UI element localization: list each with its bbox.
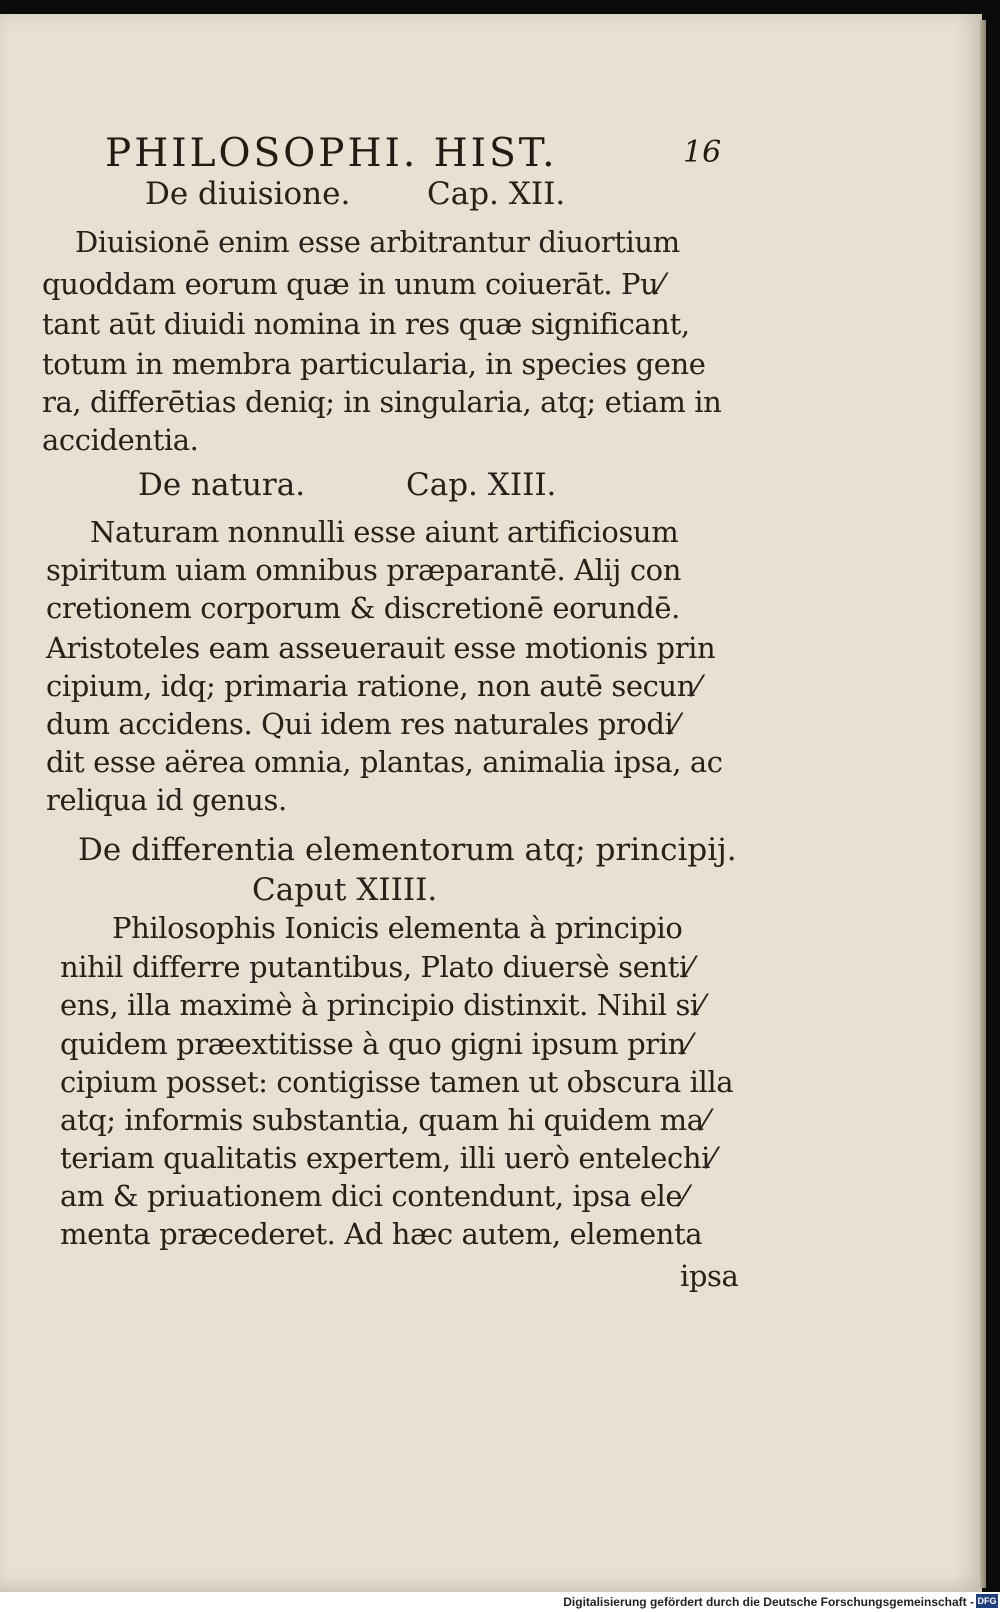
text-line: atq; informis substantia, quam hi quidem ma⁄ (60, 1103, 709, 1137)
text-line: Naturam nonnulli esse aiunt artificiosum (90, 515, 679, 549)
text-line: Diuisionē enim esse arbitrantur diuortium (75, 225, 680, 259)
text-line: dum accidens. Qui idem res naturales prodi⁄ (46, 707, 678, 741)
funding-credit: Digitalisierung gefördert durch die Deutsche Forschungsgemeinschaft - (563, 1595, 974, 1609)
chapter-heading (145, 176, 645, 212)
text-line: Aristoteles eam asseuerauit esse motionis prin (46, 631, 716, 665)
text-line: cipium posset: contigisse tamen ut obscura illa (60, 1065, 734, 1099)
dfg-logo-text: DFG (977, 1596, 997, 1606)
text-line: tant aūt diuidi nomina in res quæ significant, (42, 307, 690, 341)
chapter-number: Cap. XIII. (406, 467, 557, 503)
running-head (105, 131, 745, 176)
text-line: dit esse aërea omnia, plantas, animalia ipsa, ac (46, 745, 723, 779)
text-line: ens, illa maximè à principio distinxit. Nihil si⁄ (60, 988, 704, 1022)
chapter-title: De natura. (138, 467, 306, 503)
text-line: quoddam eorum quæ in unum coiuerāt. Pu⁄ (42, 267, 663, 301)
text-line: am & priuationem dici contendunt, ipsa ele⁄ (60, 1179, 687, 1213)
text-line: cretionem corporum & discretionē eorundē. (46, 591, 680, 625)
text-line: teriam qualitatis expertem, illi uerò entelechi⁄ (60, 1141, 715, 1175)
catchword: ipsa (680, 1259, 739, 1293)
text-line: spiritum uiam omnibus præparantē. Alij con (46, 553, 682, 587)
chapter-title: De differentia elementorum atq; principij. (78, 832, 737, 868)
text-line: nihil differre putantibus, Plato diuersè senti⁄ (60, 950, 693, 984)
footer-bar (0, 1592, 1000, 1612)
text-line: Philosophis Ionicis elementa à principio (112, 911, 683, 945)
dfg-logo-icon (976, 1594, 998, 1608)
text-line: cipium, idq; primaria ratione, non autē secun⁄ (46, 669, 700, 703)
text-line: totum in membra particularia, in species gene (42, 347, 706, 381)
chapter-number: Cap. XII. (427, 176, 566, 212)
chapter-title: De diuisione. (145, 176, 351, 212)
running-title: PHILOSOPHI. HIST. (105, 131, 558, 176)
folio-number: 16 (683, 135, 722, 170)
chapter-heading (78, 832, 738, 868)
text-line: ra, differētias deniq; in singularia, atq; etiam in (42, 385, 722, 419)
text-line: accidentia. (42, 423, 199, 457)
text-line: quidem præextitisse à quo gigni ipsum prin⁄ (60, 1027, 691, 1061)
chapter-heading (138, 467, 638, 503)
text-line: menta præcederet. Ad hæc autem, elementa (60, 1217, 703, 1251)
text-line: reliqua id genus. (46, 783, 287, 817)
chapter-heading (252, 872, 552, 908)
page-edge (980, 20, 986, 1588)
chapter-number: Caput XIIII. (252, 872, 438, 908)
